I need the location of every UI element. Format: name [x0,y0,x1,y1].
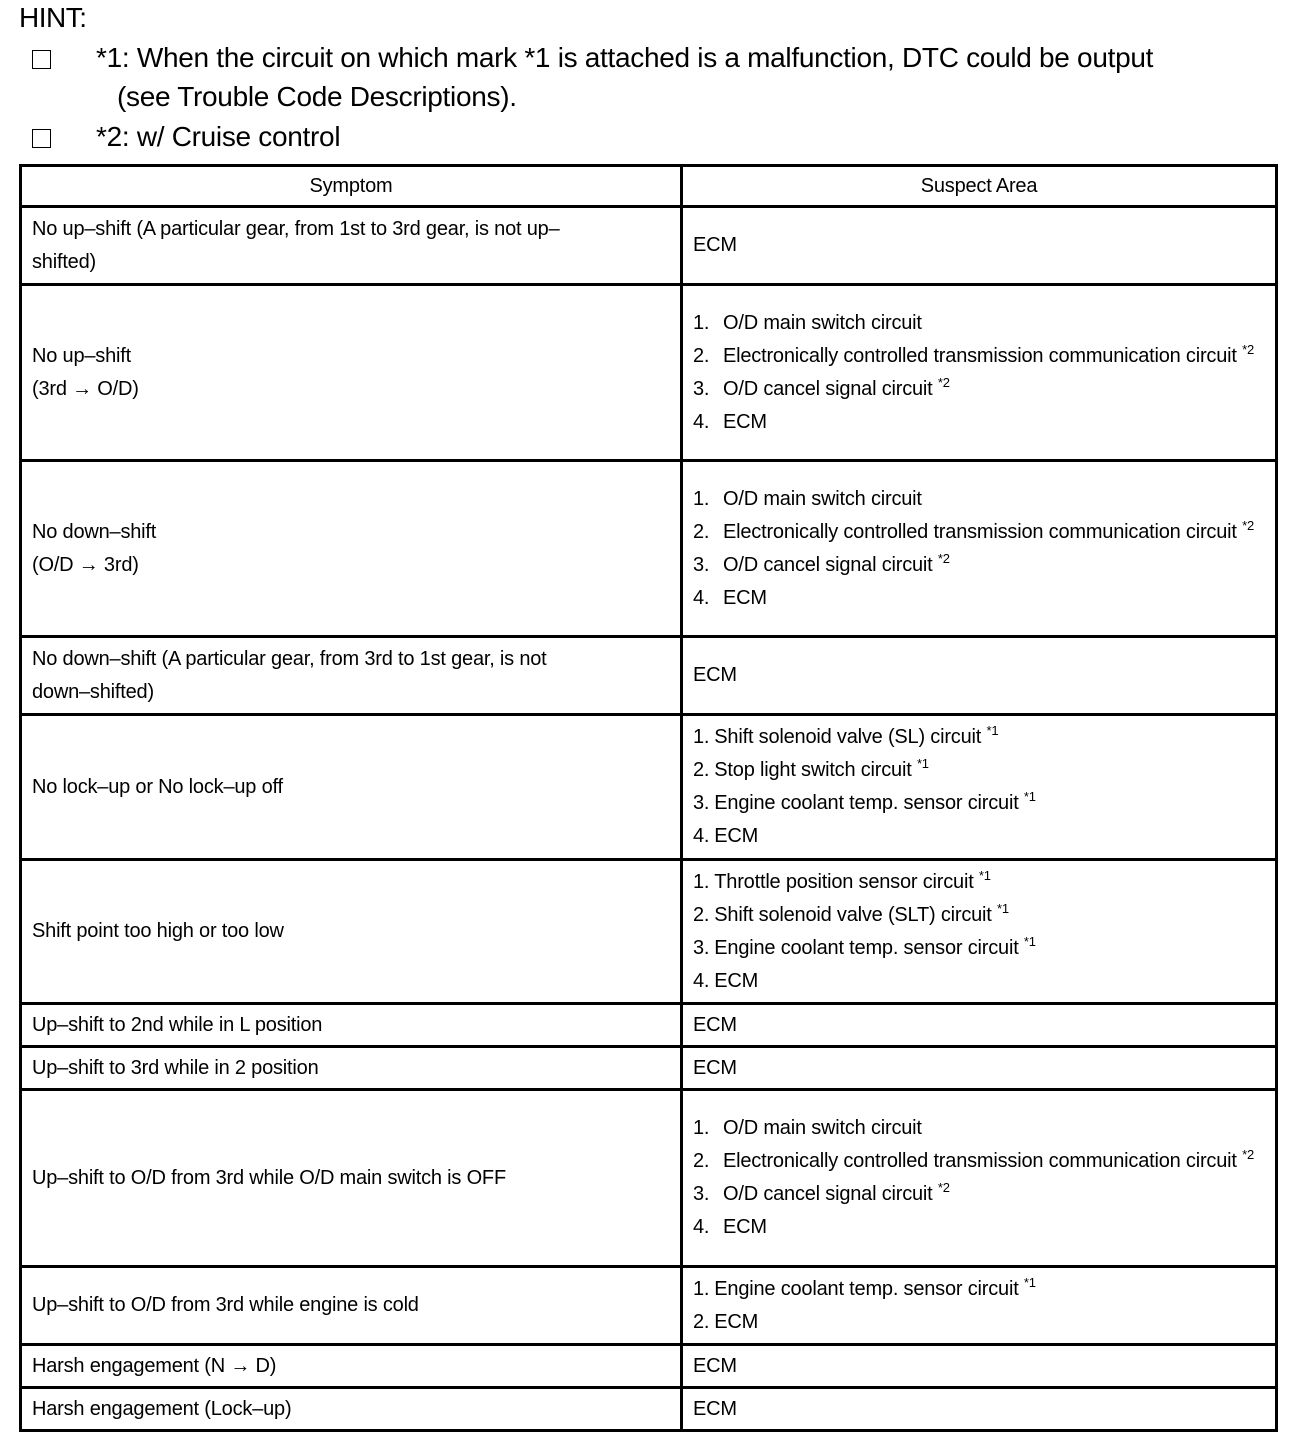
header-symptom: Symptom [21,166,682,207]
suspect-area-cell [682,860,1277,1004]
hint-note-1 [32,38,1153,116]
item-label: O/D cancel signal circuit [723,377,933,400]
item-label: Shift solenoid valve (SL) circuit [714,726,982,748]
symptom-line: No down–shift [32,520,157,543]
item-text [723,406,767,439]
suspect-area-cell [682,285,1277,461]
item-label: ECM [723,586,767,609]
suspect-item [693,582,1265,615]
item-text [723,340,1254,373]
item-label: ECM [723,410,767,433]
footnote-mark: *1 [1023,1274,1036,1290]
table-row [21,637,1277,715]
item-text [723,1211,767,1244]
item-text [723,516,1254,549]
item-text [714,721,998,754]
symptom-cell [21,285,682,461]
item-text [723,582,767,615]
footnote-mark: *1 [916,756,929,771]
suspect-item [693,1178,1265,1211]
item-number: 2. [693,1150,710,1172]
symptom-line: Harsh engagement (Lock–up) [32,1397,292,1420]
item-number: 2. [693,1310,710,1333]
table-header-row [21,166,1277,207]
item-number: 3. [693,936,710,959]
symptom-cell [21,1267,682,1345]
symptom-line: No down–shift (A particular gear, from 3rd to 1st gear, is not [32,647,547,670]
item-number: 2. [693,903,710,926]
item-text [723,1112,922,1145]
item-text [723,483,922,516]
footnote-mark: *1 [986,723,999,738]
item-text [693,1052,737,1085]
note-text-continued: (see Trouble Code Descriptions). [117,81,517,112]
item-label: O/D main switch circuit [723,311,922,334]
item-text [723,549,950,582]
symptom-table [19,164,1278,1432]
item-number: 1. [693,487,710,510]
item-text [714,787,1036,820]
table-row [21,1267,1277,1345]
suspect-area-cell [682,715,1277,860]
table-row [21,1090,1277,1267]
item-text [714,820,758,853]
item-number: 4. [693,410,710,433]
item-number: 1. [693,726,710,748]
item-label: Engine coolant temp. sensor circuit [714,936,1019,959]
item-number: 1. [693,311,710,334]
symptom-cell [21,1345,682,1388]
item-number: 4. [693,1216,710,1238]
table-row [21,1004,1277,1047]
item-text [714,866,991,899]
item-number: 4. [693,586,710,609]
item-text [723,1145,1254,1178]
item-text [693,229,737,262]
suspect-item [693,373,1265,406]
symptom-line: Up–shift to O/D from 3rd while O/D main switch is OFF [32,1166,506,1189]
symptom-cell [21,1090,682,1267]
header-suspect-area: Suspect Area [682,166,1277,207]
item-text [714,1273,1036,1306]
symptom-line: Shift point too high or too low [32,920,284,942]
item-text [714,932,1036,965]
suspect-item [693,965,1265,998]
hint-note-2 [32,117,340,156]
table-row [21,860,1277,1004]
item-number: 1. [693,1117,710,1139]
suspect-area-cell [682,1267,1277,1345]
suspect-area-cell [682,1047,1277,1090]
footnote-mark: *1 [997,900,1009,916]
item-number: 4. [693,825,710,847]
table-row [21,1047,1277,1090]
footnote-mark: *1 [978,867,991,883]
table-row [21,715,1277,860]
item-number: 1. [693,1277,710,1300]
suspect-area-cell [682,1388,1277,1431]
footnote-mark: *1 [1023,933,1036,949]
checkbox-icon [32,50,51,69]
item-label: O/D main switch circuit [723,1117,922,1139]
item-number: 3. [693,377,710,400]
suspect-item [693,549,1265,582]
suspect-item [693,1350,1265,1383]
table-row [21,285,1277,461]
suspect-item [693,516,1265,549]
item-text [723,1178,950,1211]
item-label: Engine coolant temp. sensor circuit [714,792,1019,814]
suspect-item [693,721,1265,754]
symptom-line: No lock–up or No lock–up off [32,775,283,798]
table-row [21,461,1277,637]
item-label: ECM [723,1216,767,1238]
item-text [714,754,929,787]
symptom-line: Up–shift to O/D from 3rd while engine is cold [32,1294,419,1316]
symptom-cell [21,1388,682,1431]
item-text [693,659,737,692]
table-row [21,1345,1277,1388]
suspect-area-cell [682,1090,1277,1267]
item-text [714,965,758,998]
item-label: Engine coolant temp. sensor circuit [714,1277,1019,1300]
item-label: ECM [693,1056,737,1079]
footnote-mark: *2 [1242,1147,1255,1162]
item-label: Shift solenoid valve (SLT) circuit [714,903,992,926]
suspect-item [693,1112,1265,1145]
item-label: ECM [693,1354,737,1377]
item-text [723,373,950,406]
item-label: ECM [714,969,759,992]
table-row [21,1388,1277,1431]
footnote-mark: *2 [937,1180,950,1195]
symptom-line: No up–shift (A particular gear, from 1st to 3rd gear, is not up– [32,217,560,240]
suspect-item [693,1145,1265,1178]
suspect-item [693,406,1265,439]
suspect-item [693,866,1265,899]
item-number: 1. [693,870,710,893]
note-text: *1: When the circuit on which mark *1 is attached is a malfunction, DTC could be output [96,42,1154,73]
item-label: ECM [714,1310,759,1333]
suspect-area-cell [682,207,1277,285]
item-text [714,899,1009,932]
item-text [693,1393,737,1426]
suspect-item [693,1211,1265,1244]
symptom-line: Up–shift to 2nd while in L position [32,1013,323,1036]
suspect-item [693,1306,1265,1339]
item-number: 2. [693,344,710,367]
suspect-area-cell [682,637,1277,715]
footnote-mark: *1 [1023,789,1036,804]
item-number: 2. [693,759,710,781]
symptom-cell [21,1047,682,1090]
symptom-line: No up–shift [32,344,131,367]
suspect-item [693,932,1265,965]
symptom-line: Harsh engagement (N → D) [32,1354,277,1377]
item-text [693,1350,737,1383]
item-text [693,1009,737,1042]
footnote-mark: *2 [1242,517,1255,533]
symptom-cell [21,715,682,860]
suspect-item [693,1009,1265,1042]
item-label: O/D main switch circuit [723,487,922,510]
suspect-area-cell [682,1004,1277,1047]
item-number: 3. [693,792,710,814]
footnote-mark: *2 [937,550,950,566]
suspect-item [693,229,1265,262]
suspect-item [693,1393,1265,1426]
item-label: Electronically controlled transmission communication circuit [723,1150,1237,1172]
footnote-mark: *2 [937,374,950,390]
item-label: ECM [714,825,759,847]
symptom-cell [21,461,682,637]
suspect-item [693,1273,1265,1306]
suspect-item [693,899,1265,932]
item-number: 3. [693,553,710,576]
item-text [723,307,922,340]
symptom-line: Up–shift to 3rd while in 2 position [32,1056,319,1079]
item-label: ECM [693,234,737,256]
item-number: 4. [693,969,710,992]
suspect-area-cell [682,461,1277,637]
item-label: ECM [693,664,737,686]
suspect-item [693,307,1265,340]
item-label: Throttle position sensor circuit [714,870,974,893]
suspect-item [693,787,1265,820]
suspect-item [693,659,1265,692]
suspect-item [693,1052,1265,1085]
item-label: Stop light switch circuit [714,759,912,781]
suspect-item [693,754,1265,787]
symptom-cell [21,1004,682,1047]
table-row [21,207,1277,285]
symptom-line: shifted) [32,250,96,273]
symptom-cell [21,207,682,285]
item-label: ECM [693,1013,737,1036]
symptom-cell [21,637,682,715]
symptom-line: down–shifted) [32,680,154,703]
note-text: *2: w/ Cruise control [96,121,341,152]
item-text [714,1306,758,1339]
item-number: 2. [693,520,710,543]
item-label: Electronically controlled transmission communication circuit [723,344,1237,367]
item-label: O/D cancel signal circuit [723,553,933,576]
item-label: Electronically controlled transmission communication circuit [723,520,1237,543]
suspect-item [693,483,1265,516]
checkbox-icon [32,129,51,148]
item-label: ECM [693,1397,737,1420]
suspect-area-cell [682,1345,1277,1388]
suspect-item [693,340,1265,373]
suspect-item [693,820,1265,853]
symptom-cell [21,860,682,1004]
item-label: O/D cancel signal circuit [723,1183,933,1205]
item-number: 3. [693,1183,710,1205]
symptom-line: (O/D → 3rd) [32,553,139,576]
symptom-line: (3rd → O/D) [32,377,139,400]
hint-heading: HINT: [19,2,87,33]
footnote-mark: *2 [1242,341,1255,357]
